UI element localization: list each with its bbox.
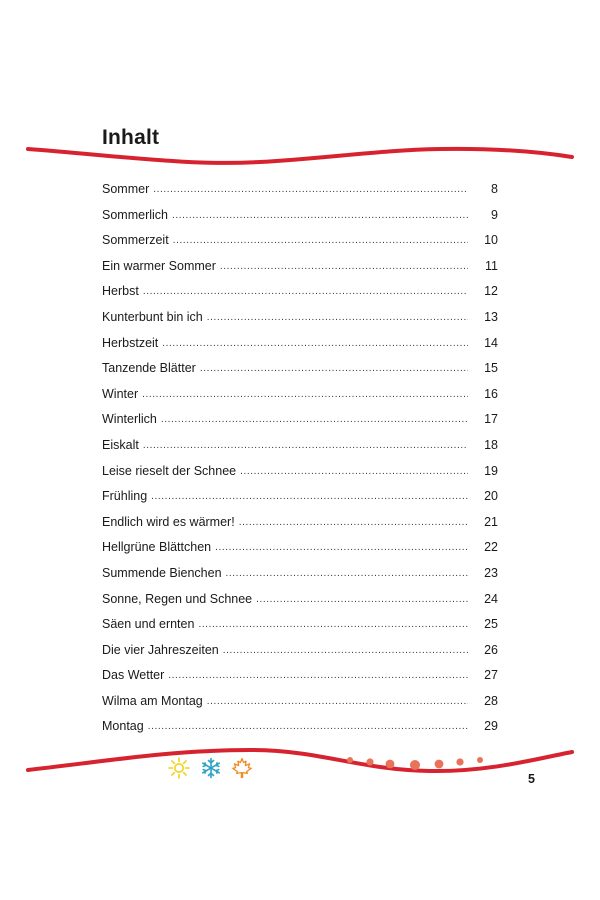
toc-entry-title: Sommer xyxy=(102,182,150,196)
decorative-dots xyxy=(340,752,490,774)
toc-entry-page-number: 8 xyxy=(491,182,498,196)
toc-entry-page-number: 19 xyxy=(484,463,498,478)
toc-entry-page-number: 17 xyxy=(484,412,498,427)
toc-entry-title: Herbstzeit xyxy=(102,335,159,350)
table-of-contents xyxy=(102,182,498,745)
toc-entry xyxy=(102,233,498,259)
toc-entry-title: Tanzende Blätter xyxy=(102,361,196,376)
dot-leader xyxy=(207,696,468,707)
decorative-dot xyxy=(456,758,463,765)
toc-entry-title: Kunterbunt bin ich xyxy=(102,309,203,324)
dot-leader xyxy=(200,363,468,374)
toc-entry-page-number: 11 xyxy=(485,258,498,273)
page-number: 5 xyxy=(528,772,535,786)
toc-entry-title: Sommerzeit xyxy=(102,233,169,248)
toc-entry-title: Herbst xyxy=(102,284,139,299)
toc-entry-page-number: 18 xyxy=(484,437,498,452)
dot-leader xyxy=(198,619,468,630)
decorative-dot xyxy=(435,760,444,769)
toc-entry-page-number: 27 xyxy=(484,668,498,683)
toc-entry-title: Wilma am Montag xyxy=(102,693,203,708)
toc-entry xyxy=(102,361,498,387)
toc-entry-title: Sonne, Regen und Schnee xyxy=(102,591,253,606)
decorative-dot xyxy=(366,758,373,765)
toc-entry xyxy=(102,387,498,413)
toc-entry xyxy=(102,336,498,362)
toc-entry-title: Eiskalt xyxy=(102,437,139,452)
toc-entry-title: Summende Bienchen xyxy=(102,565,222,580)
toc-entry-page-number: 26 xyxy=(484,642,498,657)
toc-entry-title: Winterlich xyxy=(102,412,157,427)
dot-leader xyxy=(220,261,468,272)
sun-icon xyxy=(168,757,190,779)
toc-entry-page-number: 22 xyxy=(484,540,498,555)
toc-entry-title: Ein warmer Sommer xyxy=(102,258,216,273)
dot-leader xyxy=(143,440,468,451)
toc-entry xyxy=(102,489,498,515)
dot-leader xyxy=(223,645,468,656)
dot-leader xyxy=(207,312,468,323)
decorative-dot xyxy=(386,760,395,769)
toc-entry-title: Montag xyxy=(102,719,144,734)
toc-entry-page-number: 20 xyxy=(484,489,498,504)
toc-entry-title: Frühling xyxy=(102,489,148,504)
toc-entry-title: Säen und ernten xyxy=(102,617,195,632)
toc-entry xyxy=(102,208,498,234)
toc-entry-page-number: 12 xyxy=(484,284,498,299)
page-title: Inhalt xyxy=(102,126,160,149)
dot-leader xyxy=(143,286,468,297)
toc-entry xyxy=(102,284,498,310)
maple-leaf-icon xyxy=(231,757,253,779)
snowflake-icon xyxy=(200,757,222,779)
dot-leader xyxy=(151,491,468,502)
toc-entry xyxy=(102,668,498,694)
toc-entry-title: Winter xyxy=(102,386,139,401)
toc-entry-title: Endlich wird es wärmer! xyxy=(102,514,235,529)
decorative-dot xyxy=(410,760,420,770)
dot-leader xyxy=(239,517,468,528)
dot-leader xyxy=(153,184,468,195)
toc-entry-page-number: 13 xyxy=(484,309,498,324)
toc-entry xyxy=(102,259,498,285)
dot-leader xyxy=(173,235,468,246)
bottom-wave-divider xyxy=(0,740,600,780)
toc-entry-page-number: 29 xyxy=(484,719,498,734)
toc-entry xyxy=(102,438,498,464)
toc-entry-page-number: 28 xyxy=(484,693,498,708)
toc-entry xyxy=(102,464,498,490)
toc-entry-title: Das Wetter xyxy=(102,668,165,683)
toc-entry xyxy=(102,643,498,669)
top-wave-divider xyxy=(0,138,600,172)
dot-leader xyxy=(215,542,468,553)
toc-entry xyxy=(102,182,498,208)
toc-entry xyxy=(102,540,498,566)
toc-entry-title: Hellgrüne Blättchen xyxy=(102,540,212,555)
toc-entry-page-number: 25 xyxy=(484,617,498,632)
toc-entry-page-number: 9 xyxy=(491,207,498,222)
toc-entry xyxy=(102,694,498,720)
toc-entry-page-number: 14 xyxy=(484,335,498,350)
toc-entry-page-number: 21 xyxy=(484,514,498,529)
toc-entry xyxy=(102,515,498,541)
toc-entry xyxy=(102,412,498,438)
toc-entry-page-number: 23 xyxy=(484,565,498,580)
dot-leader xyxy=(226,568,468,579)
dot-leader xyxy=(256,594,468,605)
toc-entry-page-number: 16 xyxy=(484,386,498,401)
decorative-dot xyxy=(347,757,353,763)
toc-entry-page-number: 24 xyxy=(484,591,498,606)
toc-entry-page-number: 10 xyxy=(484,233,498,248)
dot-leader xyxy=(172,210,468,221)
toc-entry xyxy=(102,617,498,643)
toc-entry xyxy=(102,592,498,618)
dot-leader xyxy=(168,670,468,681)
toc-entry xyxy=(102,310,498,336)
toc-entry xyxy=(102,566,498,592)
dot-leader xyxy=(148,721,468,732)
toc-entry-title: Sommerlich xyxy=(102,207,168,222)
dot-leader xyxy=(142,389,468,400)
toc-entry-title: Die vier Jahreszeiten xyxy=(102,642,219,657)
dot-leader xyxy=(240,466,468,477)
toc-entry-page-number: 15 xyxy=(484,361,498,376)
dot-leader xyxy=(161,414,468,425)
decorative-dot xyxy=(477,757,483,763)
dot-leader xyxy=(162,338,468,349)
toc-entry-title: Leise rieselt der Schnee xyxy=(102,463,237,478)
